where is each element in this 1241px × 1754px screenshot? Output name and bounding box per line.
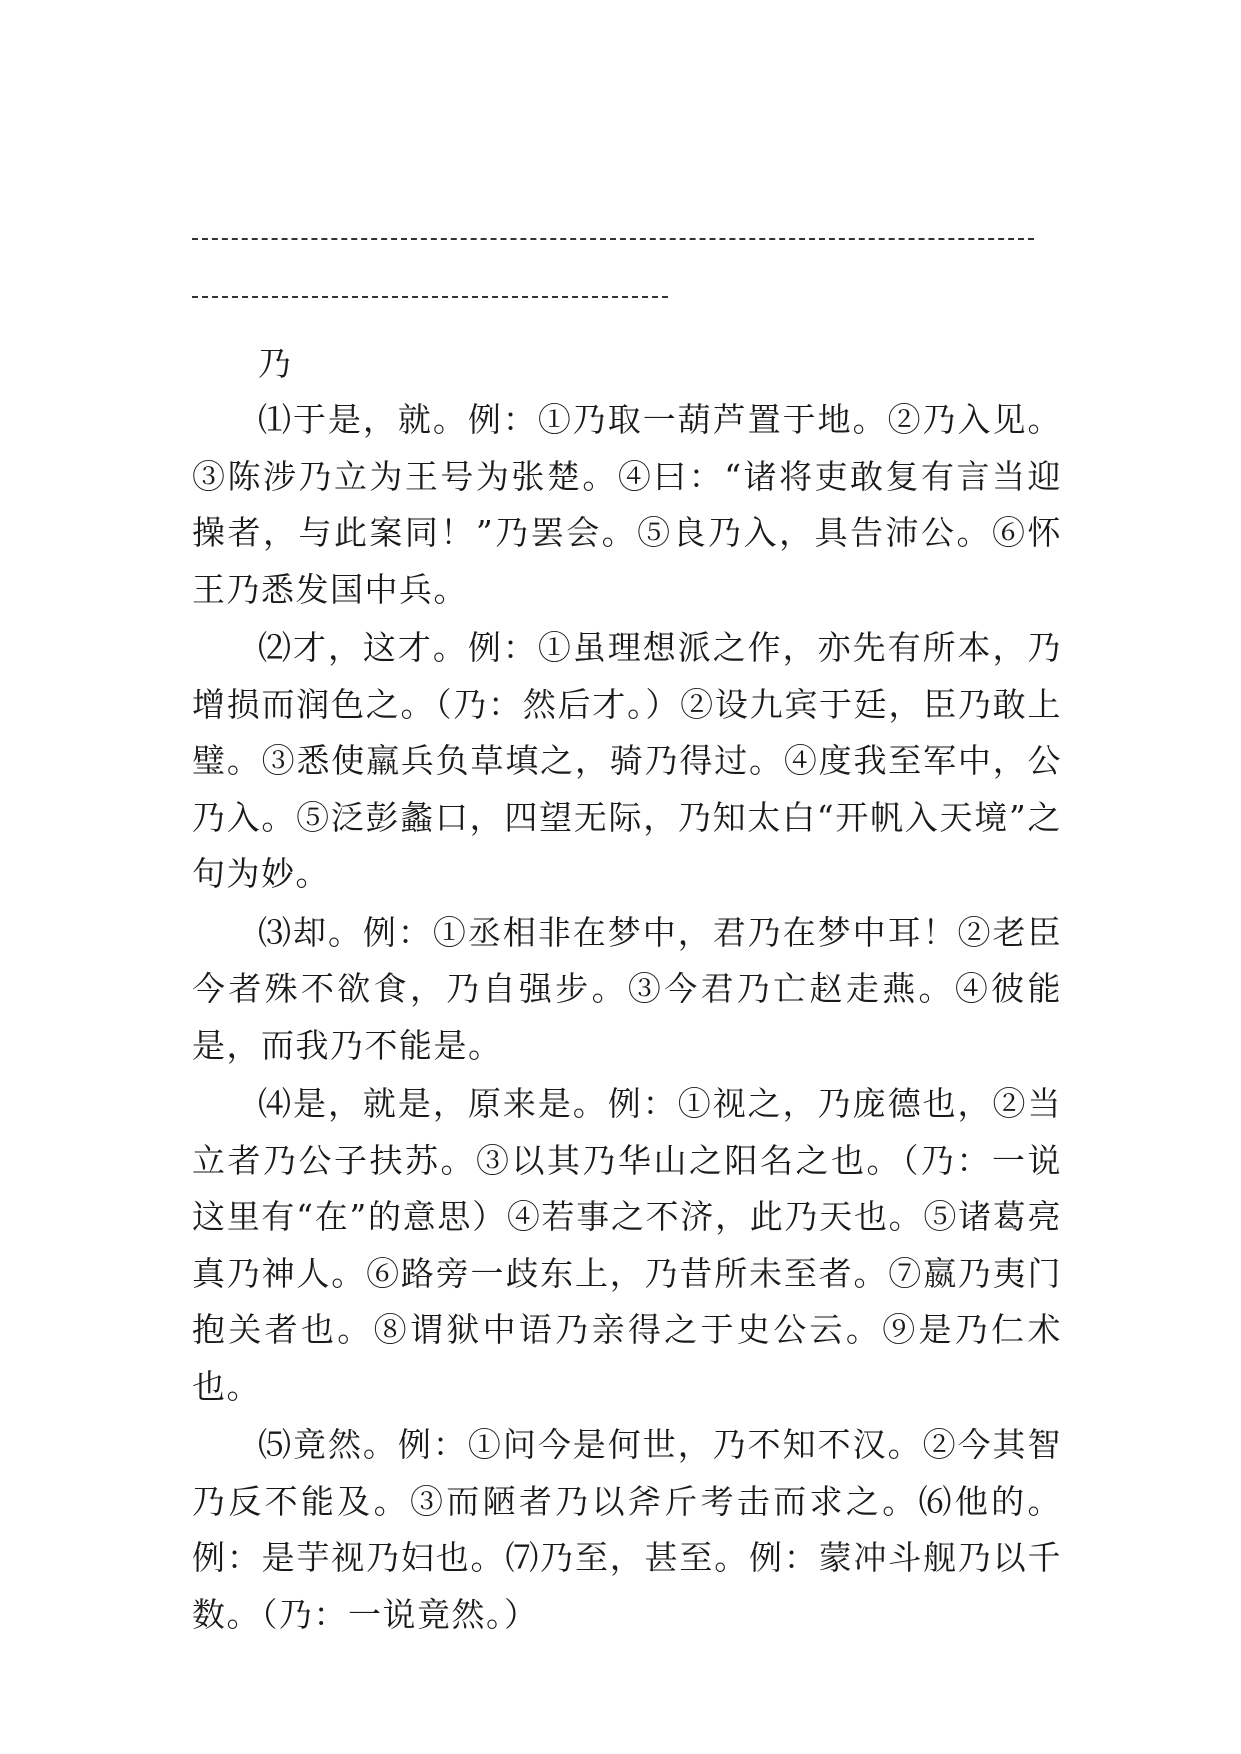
dashed-separator-line-short (192, 296, 668, 298)
definition-paragraph-1: ⑴于是，就。例：①乃取一葫芦置于地。②乃入见。③陈涉乃立为王号为张楚。④曰：“诸将吏敢复有言当迎操者，与此案同！”乃罢会。⑤良乃入，具告沛公。⑥怀王乃悉发国中兵。 (192, 400, 1062, 609)
definition-paragraph-2: ⑵才，这才。例：①虽理想派之作，亦先有所本，乃增损而润色之。（乃：然后才。）②设九宾于廷，臣乃敢上璧。③悉使羸兵负草填之，骑乃得过。④度我至军中，公乃入。⑤泛彭蠡口，四望无际，乃知太白“开帆入天境”之句为妙。 (192, 628, 1062, 893)
definition-paragraph-4: ⑷是，就是，原来是。例：①视之，乃庞德也，②当立者乃公子扶苏。③以其乃华山之阳名之也。（乃：一说这里有“在”的意思）④若事之不济，此乃天也。⑤诸葛亮真乃神人。⑥路旁一歧东上，乃昔所未至者。⑦嬴乃夷门抱关者也。⑧谓狱中语乃亲得之于史公云。⑨是乃仁术也。 (192, 1084, 1062, 1406)
dashed-separator-line (192, 238, 1034, 240)
definition-paragraph-3: ⑶却。例：①丞相非在梦中，君乃在梦中耳！②老臣今者殊不欲食，乃自强步。③今君乃亡赵走燕。④彼能是，而我乃不能是。 (192, 912, 1062, 1065)
document-body (192, 336, 1062, 1645)
definition-paragraph-5: ⑸竟然。例：①问今是何世，乃不知不汉。②今其智乃反不能及。③而陋者乃以斧斤考击而求之。⑹他的。例：是芋视乃妇也。⑺乃至，甚至。例：蒙冲斗舰乃以千数。（乃：一说竟然。） (192, 1425, 1062, 1634)
entry-heading: 乃 (258, 344, 291, 383)
